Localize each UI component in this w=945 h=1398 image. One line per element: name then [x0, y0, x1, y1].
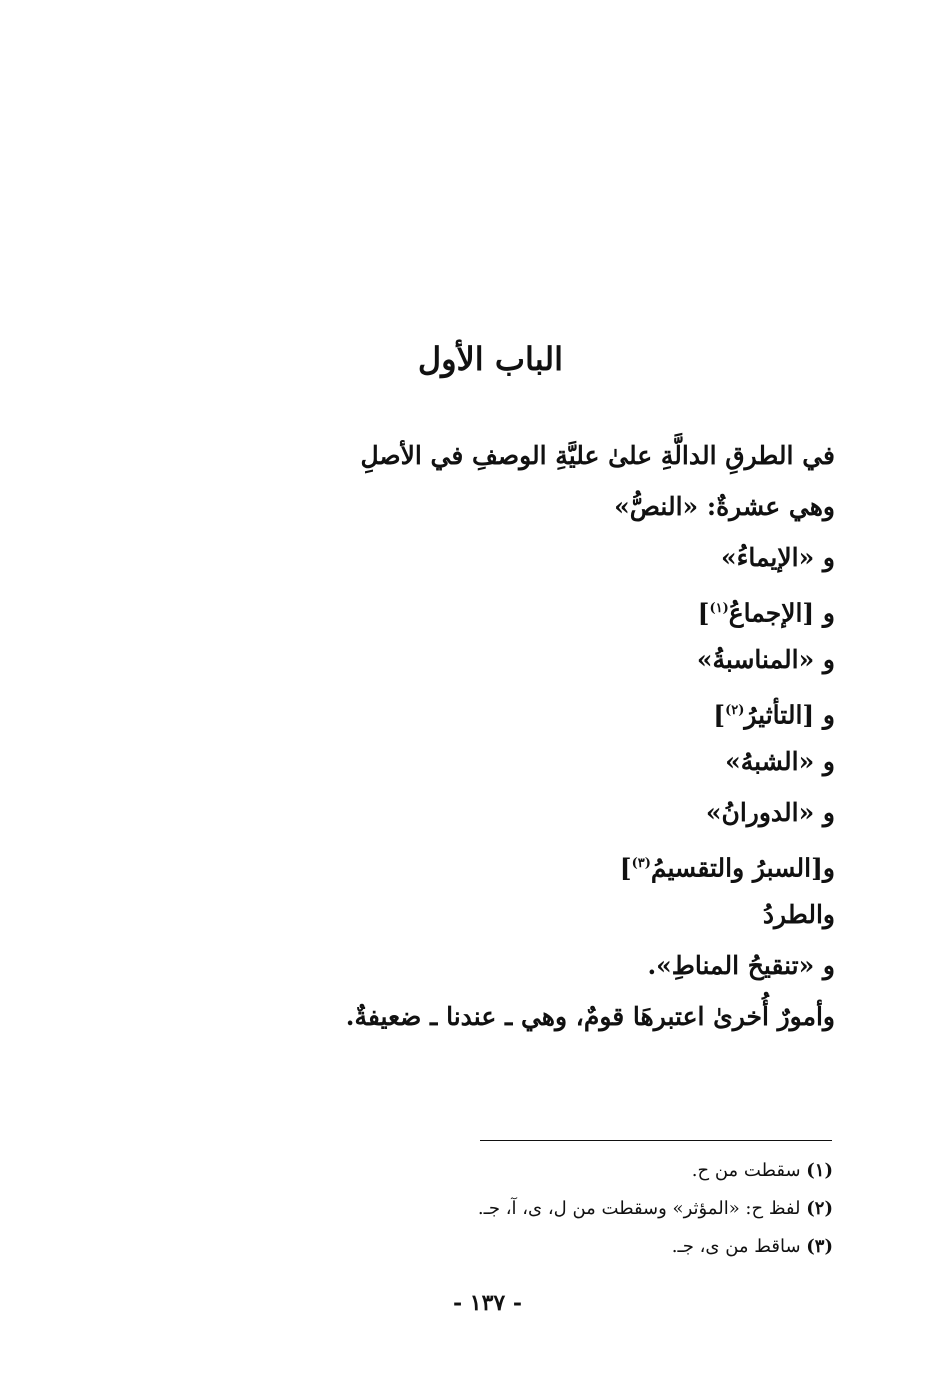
- chapter-title: الباب الأول: [417, 340, 563, 378]
- body-line: و «تنقيحُ المناطِ».: [647, 951, 835, 980]
- body-line: والطردُ: [762, 900, 835, 929]
- line-text: ]: [619, 853, 632, 883]
- footnote-divider: [480, 1140, 832, 1141]
- footnote: [353, 1228, 833, 1266]
- body-line: و «المناسبةُ»: [696, 645, 835, 674]
- chapter-body: [345, 430, 835, 1042]
- body-line: و «الشبهُ»: [725, 747, 835, 776]
- footnote-reference: (١): [709, 601, 729, 616]
- body-line: وأمورٌ أُخرىٰ اعتبرهَا قومٌ، وهي ـ عندنا ـ ضعيفةٌ.: [345, 1002, 835, 1031]
- body-line: في الطرقِ الدالَّةِ علىٰ عليَّةِ الوصفِ في الأصلِ: [360, 441, 835, 470]
- line-text: و [الإجماعُ: [728, 598, 835, 628]
- body-line: [375, 838, 835, 889]
- footnote-reference: (٣): [631, 856, 651, 871]
- footnote-text: ساقط من ى، جـ.: [671, 1236, 801, 1257]
- page-number: - ١٣٧ -: [452, 1290, 523, 1316]
- footnotes: [353, 1152, 833, 1266]
- footnote-number: (١): [806, 1160, 833, 1181]
- body-line: و «الإيماءُ»: [720, 543, 835, 572]
- line-text: ]: [713, 700, 726, 730]
- footnote-text: سقطت من ح.: [691, 1160, 801, 1181]
- body-line: و «الدورانُ»: [705, 798, 835, 827]
- line-text: و [التأثيرُ: [744, 700, 835, 730]
- line-text: ]: [697, 598, 710, 628]
- body-line: [375, 685, 835, 736]
- body-line: وهي عشرةٌ: «النصُّ»: [614, 492, 835, 521]
- line-text: و[السبرُ والتقسيمُ: [650, 853, 835, 883]
- footnote-number: (٢): [806, 1198, 833, 1219]
- footnote-reference: (٢): [725, 703, 745, 718]
- footnote-text: لفظ ح: «المؤثر» وسقطت من ل، ى، آ، جـ.: [477, 1198, 801, 1219]
- footnote-number: (٣): [806, 1236, 833, 1257]
- body-line: [375, 583, 835, 634]
- footnote: [353, 1190, 833, 1228]
- footnote: [353, 1152, 833, 1190]
